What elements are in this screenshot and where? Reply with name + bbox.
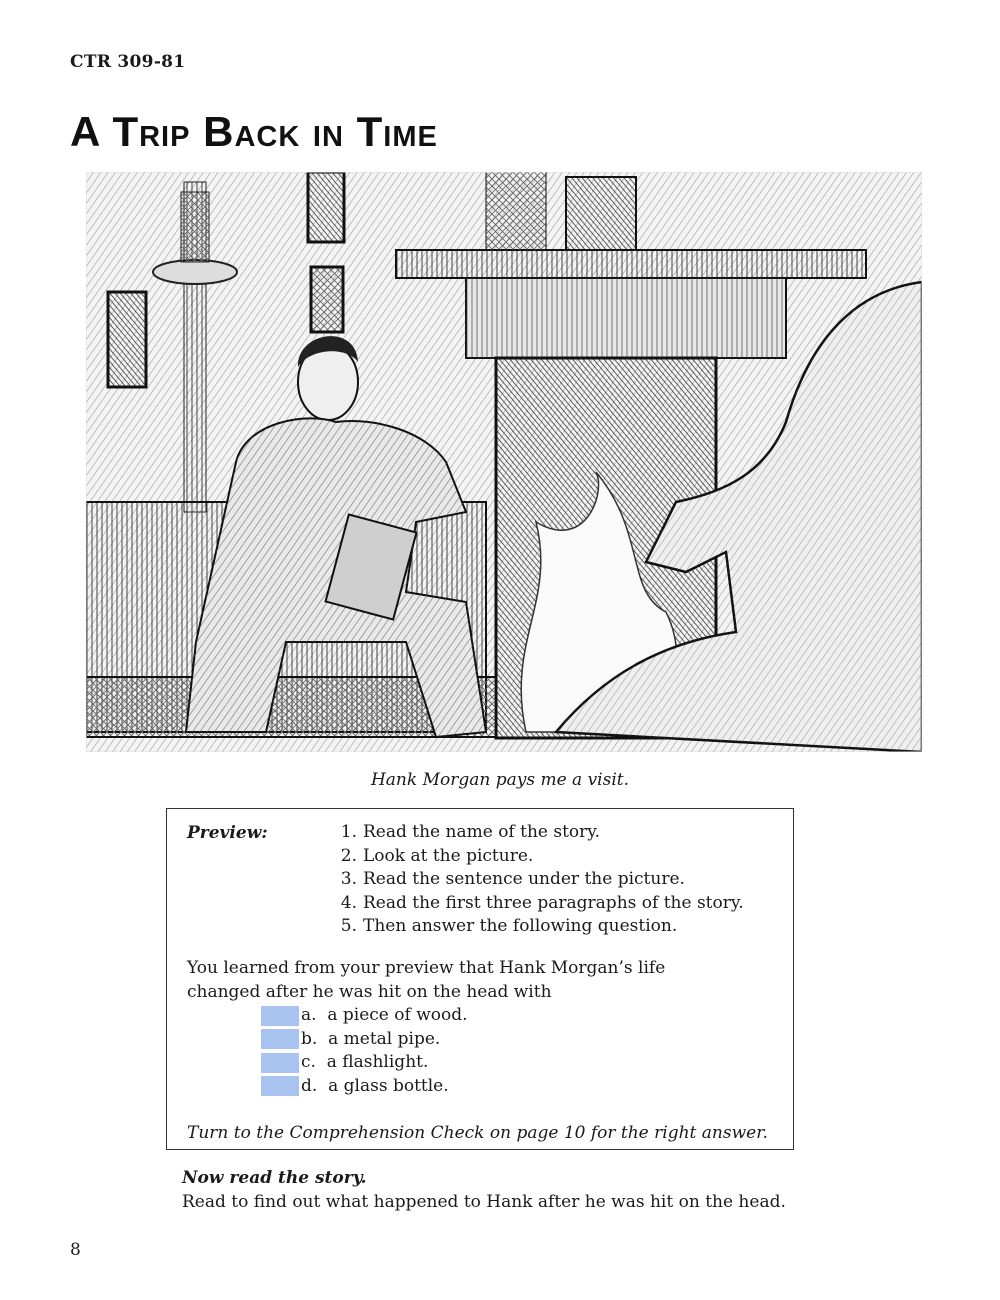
- story-illustration: [86, 172, 922, 752]
- page-title: A Trip Back in Time: [70, 108, 438, 155]
- preview-step: 3. Read the sentence under the picture.: [340, 869, 685, 889]
- preview-step: 2. Look at the picture.: [340, 845, 534, 866]
- question-line: changed after he was hit on the head with: [187, 981, 552, 1002]
- preview-steps: [331, 821, 744, 939]
- answer-blank-d[interactable]: [261, 1076, 299, 1096]
- choice-a: a. a piece of wood.: [261, 1004, 468, 1028]
- choice-c: c. a flashlight.: [261, 1051, 468, 1075]
- preview-step: 5. Then answer the following question.: [340, 916, 678, 936]
- question-line: You learned from your preview that Hank Morgan’s life: [187, 958, 666, 978]
- illustration-caption: Hank Morgan pays me a visit.: [370, 770, 630, 790]
- preview-question: [187, 957, 767, 1004]
- choice-b: b. a metal pipe.: [261, 1028, 468, 1052]
- answer-choices: [261, 1004, 468, 1098]
- now-read-heading: Now read the story.: [182, 1168, 367, 1188]
- page-number: 8: [70, 1240, 81, 1260]
- document-code: CTR 309-81: [70, 52, 186, 72]
- answer-blank-b[interactable]: [261, 1029, 299, 1049]
- preview-note: Turn to the Comprehension Check on page 10 for the right answer.: [187, 1123, 768, 1143]
- answer-blank-a[interactable]: [261, 1006, 299, 1026]
- preview-step: 4. Read the first three paragraphs of the story.: [340, 892, 744, 913]
- choice-d: d. a glass bottle.: [261, 1075, 468, 1099]
- preview-step: 1. Read the name of the story.: [340, 822, 601, 842]
- preview-label: Preview:: [187, 823, 268, 843]
- answer-blank-c[interactable]: [261, 1053, 299, 1073]
- preview-box: [166, 808, 794, 1150]
- reading-instruction: Read to find out what happened to Hank after he was hit on the head.: [182, 1192, 786, 1212]
